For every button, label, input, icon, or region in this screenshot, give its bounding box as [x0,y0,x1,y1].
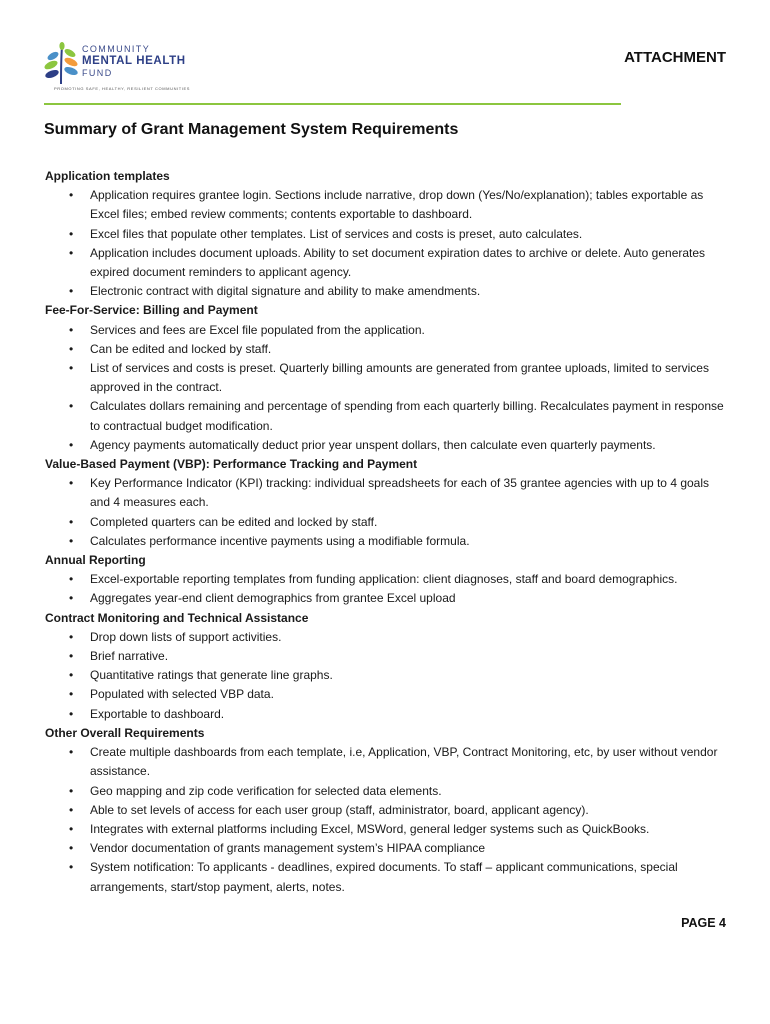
bullet-list [45,186,730,301]
bullet-icon: • [69,284,74,299]
bullet-icon: • [69,841,74,856]
bullet-icon: • [69,802,74,817]
bullet-icon: • [69,860,74,875]
bullet-icon: • [69,629,74,644]
section-heading: Fee-For-Service: Billing and Payment [45,303,258,318]
bullet-icon: • [69,476,74,491]
bullet-icon: • [69,649,74,664]
requirements-section [45,301,730,455]
bullet-list [45,628,730,724]
requirements-section [45,167,730,301]
list-item [45,244,730,282]
list-item-text: Drop down lists of support activities. [90,629,282,644]
list-item [45,436,730,455]
list-item [45,474,730,512]
list-item-text: Can be edited and locked by staff. [90,341,272,356]
bullet-icon: • [69,322,74,337]
list-item [45,340,730,359]
list-item-text: Create multiple dashboards from each template, i.e, Application, VBP, Contract Monitoring, etc, by user without vendor assistance. [90,745,718,779]
list-item [45,705,730,724]
list-item-text: Integrates with external platforms including Excel, MSWord, general ledger systems such as QuickBooks. [90,821,650,836]
list-item-text: Exportable to dashboard. [90,706,225,721]
requirements-section [45,551,730,609]
bullet-icon: • [69,572,74,587]
requirements-section [45,455,730,551]
list-item-text: Able to set levels of access for each user group (staff, administrator, board, applicant agency). [90,802,589,817]
list-item [45,685,730,704]
bullet-icon: • [69,533,74,548]
community-mental-health-fund-logo [44,42,204,94]
bullet-icon: • [69,341,74,356]
list-item-text: Geo mapping and zip code verification for selected data elements. [90,783,442,798]
bullet-icon: • [69,361,74,376]
bullet-icon: • [69,687,74,702]
list-item-text: Agency payments automatically deduct prior year unspent dollars, then calculate even quarterly payments. [90,437,656,452]
logo-wordmark [82,44,186,79]
list-item [45,321,730,340]
list-item-text: System notification: To applicants - deadlines, expired documents. To staff – applicant communications, special arrangements, start/stop payment, alerts, notes. [90,860,678,894]
section-heading: Contract Monitoring and Technical Assistance [45,610,309,625]
list-item [45,359,730,397]
bullet-icon: • [69,821,74,836]
list-item [45,186,730,224]
section-heading: Other Overall Requirements [45,725,205,740]
page-title: Summary of Grant Management System Requirements [44,121,459,138]
list-item [45,282,730,301]
list-item [45,647,730,666]
leaf-sprout-icon [44,42,80,86]
list-item-text: Excel-exportable reporting templates from funding application: client diagnoses, staff and board demographics. [90,572,678,587]
list-item-text: Calculates performance incentive payments using a modifiable formula. [90,533,470,548]
attachment-label: ATTACHMENT [624,49,726,66]
list-item [45,397,730,435]
list-item [45,782,730,801]
bullet-icon: • [69,399,74,414]
logo-line-fund: FUND [82,68,113,78]
list-item-text: Key Performance Indicator (KPI) tracking: individual spreadsheets for each of 35 grantee agencies with up to 4 goals and 4 measures each. [90,476,710,510]
section-heading: Application templates [45,169,170,183]
list-item [45,820,730,839]
list-item-text: Populated with selected VBP data. [90,687,274,702]
bullet-icon: • [69,591,74,606]
bullet-icon: • [69,245,74,260]
bullet-icon: • [69,706,74,721]
section-heading: Annual Reporting [45,553,146,568]
list-item [45,743,730,781]
logo-tagline: PROMOTING SAFE, HEALTHY, RESILIENT COMMUNITIES [54,86,191,91]
bullet-icon: • [69,783,74,798]
header-divider [44,103,621,105]
list-item [45,532,730,551]
bullet-icon: • [69,514,74,529]
list-item-text: Brief narrative. [90,649,169,664]
list-item [45,666,730,685]
requirements-section [45,609,730,724]
list-item-text: Electronic contract with digital signature and ability to make amendments. [90,284,481,299]
list-item-text: Completed quarters can be edited and locked by staff. [90,514,378,529]
requirements-section [45,724,730,897]
bullet-icon: • [69,188,74,203]
bullet-icon: • [69,437,74,452]
page-number: PAGE 4 [681,916,726,930]
list-item-text: Quantitative ratings that generate line graphs. [90,668,333,683]
bullet-list [45,743,730,897]
logo-line-community: COMMUNITY [82,44,151,54]
list-item-text: Application requires grantee login. Sections include narrative, drop down (Yes/No/explanation); tables exportable as Excel files; embed review comments; contents exportable to dashboard. [90,188,704,222]
bullet-list [45,570,730,608]
bullet-icon: • [69,668,74,683]
bullet-icon: • [69,226,74,241]
list-item-text: Excel files that populate other templates. List of services and costs is preset, auto calculates. [90,226,583,241]
list-item [45,225,730,244]
logo-line-mental-health: MENTAL HEALTH [82,55,186,67]
list-item [45,570,730,589]
list-item-text: Aggregates year-end client demographics from grantee Excel upload [90,591,456,606]
requirements-body [45,167,730,897]
list-item [45,839,730,858]
list-item [45,589,730,608]
bullet-icon: • [69,745,74,760]
list-item [45,801,730,820]
list-item-text: Calculates dollars remaining and percentage of spending from each quarterly billing. Recalculates payment in response to contractual budget modification. [90,399,724,433]
list-item-text: List of services and costs is preset. Quarterly billing amounts are generated from grantee uploads, limited to services approved in the contract. [90,361,709,395]
list-item-text: Services and fees are Excel file populated from the application. [90,322,425,337]
list-item [45,513,730,532]
section-heading: Value-Based Payment (VBP): Performance Tracking and Payment [45,457,418,472]
bullet-list [45,321,730,455]
bullet-list [45,474,730,551]
list-item [45,858,730,896]
list-item [45,628,730,647]
list-item-text: Vendor documentation of grants management system’s HIPAA compliance [90,841,486,856]
list-item-text: Application includes document uploads. Ability to set document expiration dates to archive or delete. Auto generates expired document reminders to applicant agency. [90,245,706,280]
